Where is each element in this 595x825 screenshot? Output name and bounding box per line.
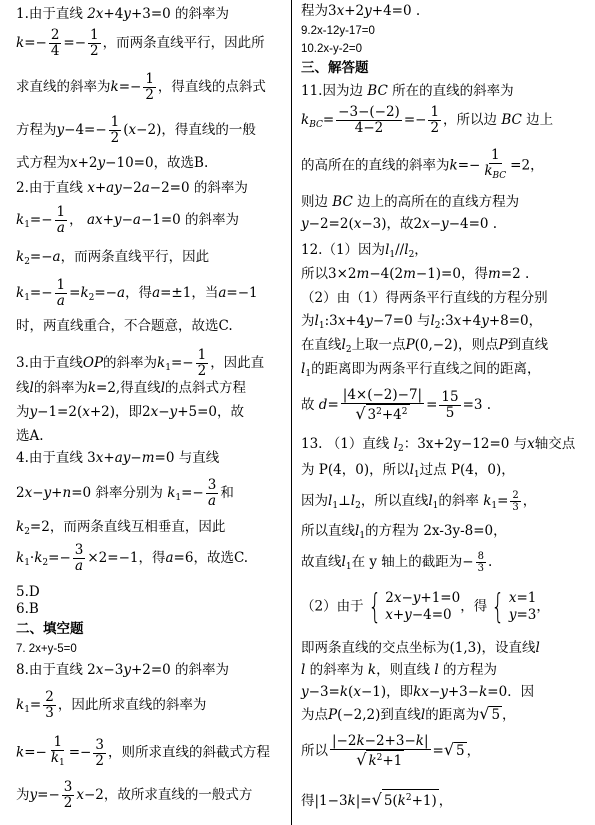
solution-11-line-4: 则边 BC 边上的高所在的直线方程为 [301,194,520,210]
solution-12-line-2: 所以3×2m−4(2m−1)=0，得m=2 . [301,266,530,282]
solution-1-line-1: 1.由于直线 2x+4y+3=0 的斜率为 [16,6,230,22]
solution-12-line-3: （2）由（1）得两条平行直线的方程分别 [301,290,548,306]
solution-7: 7. 2x+y-5=0 [16,643,77,655]
solution-8-line-2: $k_1=$ $\frac{2}{3}$ ，因此所求直线的斜率为 [16,689,207,721]
solution-13-line-1: 13. （1）直线 $l_2$：3x+2y−12=0 与x轴交点 [301,436,576,454]
solution-4-line-2: 2x−y+n=0 斜率分别为 $k_1=-$ $\frac{3}{a}$ 和 [16,477,234,509]
section-heading-fill-blank: 二、填空题 [16,621,84,637]
solution-11-line-1: 11.因为边 BC 所在的直线的斜率为 [301,83,514,99]
solution-11-line-5: y−2=2(x−3)，故2x−y−4=0 . [301,216,498,232]
solution-12-line-4: 为$l_1:3x+4y-7=0$ 与$l_2:3x+4y+8=0$， [301,313,543,331]
solution-11-line-2: $k_{BC}=$ $\frac{-3-(-2)}{4-2}$ =− $\frac{1}{2}$ ，所以边 BC 边上 [301,104,554,136]
solution-3-line-2: 线l的斜率为k=2,得直线l的点斜式方程 [16,380,247,396]
solution-10: 10.2x-y-2=0 [301,43,363,55]
solution-2-line-5: 时，两直线重合，不合题意，故选C. [16,318,233,334]
solution-13-line-10: 为点P(−2,2)到直线l的距离为√ 5 ， [301,704,516,723]
solution-13-line-9: y−3=k(x−1)，即kx−y+3−k=0．因 [301,684,535,700]
left-column [16,0,284,825]
solution-13-line-11: 所以 $\frac{|-2k-2+3-k|}{√ k^2+1}$ =√ 5 ， [301,733,481,769]
solution-13-line-12: 得|1−3k|=√ $5(k^2+1)$ ， [301,790,453,809]
solution-13-line-2: 为 P(4，0)，所以$l_1$过点 P(4，0)， [301,462,515,480]
solution-8-line-4: 为y=− $\frac{3}{2}$ x−2，故所求直线的一般式方 [16,779,253,811]
right-column [301,0,587,825]
solution-12-line-5: 在直线$l_2$上取一点P(0,−2)，则点P到直线 [301,337,549,355]
solution-5: 5.D [16,584,40,600]
solution-4-line-3: $k_2=2$，而两条直线互相垂直，因此 [16,519,226,537]
solution-2-line-1: 2.由于直线 x+ay−2a−2=0 的斜率为 [16,180,248,196]
solution-2-line-4: $k_1=-$ $\frac{1}{a}$ $=k_2=-a$，得a=±1，当a=−1 [16,277,258,309]
solution-1-line-4: 方程为y−4=− $\frac{1}{2}$ (x−2)，得直线的一般 [16,114,256,146]
solution-13-line-7: 即两条直线的交点坐标为(1,3)，设直线l [301,640,540,656]
solution-13-line-6: （2）由于 { 2x−y+1=0 x+y−4=0 ，得 { x=1 y=3 ， [301,587,550,627]
solution-3-line-3: 为y−1=2(x+2)，即2x−y+5=0，故 [16,404,244,420]
solution-8-line-5: 程为3x+2y+4=0 . [301,3,421,19]
solution-8-line-1: 8.由于直线 2x−3y+2=0 的斜率为 [16,662,230,678]
section-heading-answers: 三、解答题 [301,60,369,76]
column-divider [291,0,292,825]
solution-4-line-1: 4.由于直线 3x+ay−m=0 与直线 [16,450,220,466]
solution-11-line-3: 的高所在的直线的斜率为k=− $\frac{1}{k_{BC}}$ =2， [301,147,544,181]
solution-3-line-4: 选A. [16,428,44,444]
solution-1-line-5: 式方程为x+2y−10=0，故选B. [16,155,209,171]
solution-1-line-2: k=− $\frac{2}{4}$ =− $\frac{1}{2}$ ，而两条直线平行，因此所 [16,27,265,59]
solution-3-line-1: 3.由于直线OP的斜率为$k_1=-$ $\frac{1}{2}$ ，因此直 [16,347,265,379]
solution-2-line-2: $k_1=-$ $\frac{1}{a}$ ， ax+y−a−1=0 的斜率为 [16,204,240,236]
solution-1-line-3: 求直线的斜率为k=− $\frac{1}{2}$ ，得直线的点斜式 [16,71,266,103]
solution-13-line-8: l 的斜率为 k，则直线 l 的方程为 [301,662,498,678]
solution-12-line-7: 故 d= $\frac{|4\times(-2)-7|}{√ 3^2+4^2}$ = $\frac{15}{5}$ =3 . [301,387,492,423]
solution-13-line-5: 故直线$l_1$在 y 轴上的截距为− $\frac{8}{3}$ . [301,551,493,574]
solution-2-line-3: $k_2=-a$，而两条直线平行，因此 [16,249,210,267]
solution-8-line-3: k=− $\frac{1}{k_1}$ =− $\frac{3}{2}$ ，则所求直线的斜截式方程 [16,734,270,769]
solution-4-line-4: $k_1\cdot k_2=-$ $\frac{3}{a}$ ×2=−1，得a=6，故选C. [16,542,249,574]
solution-12-line-1: 12.（1）因为$l_1//l_2$， [301,242,428,260]
solution-12-line-6: $l_1$的距离即为两条平行直线之间的距离， [301,361,541,379]
solution-9: 9.2x-12y-17=0 [301,25,375,37]
solution-13-line-3: 因为$l_1\perp l_2$，所以直线$l_1$的斜率 $k_1=$ $\frac{2}{3}$ ， [301,490,537,513]
solution-13-line-4: 所以直线$l_1$的方程为 2x-3y-8=0， [301,523,507,541]
solution-6: 6.B [16,601,39,617]
